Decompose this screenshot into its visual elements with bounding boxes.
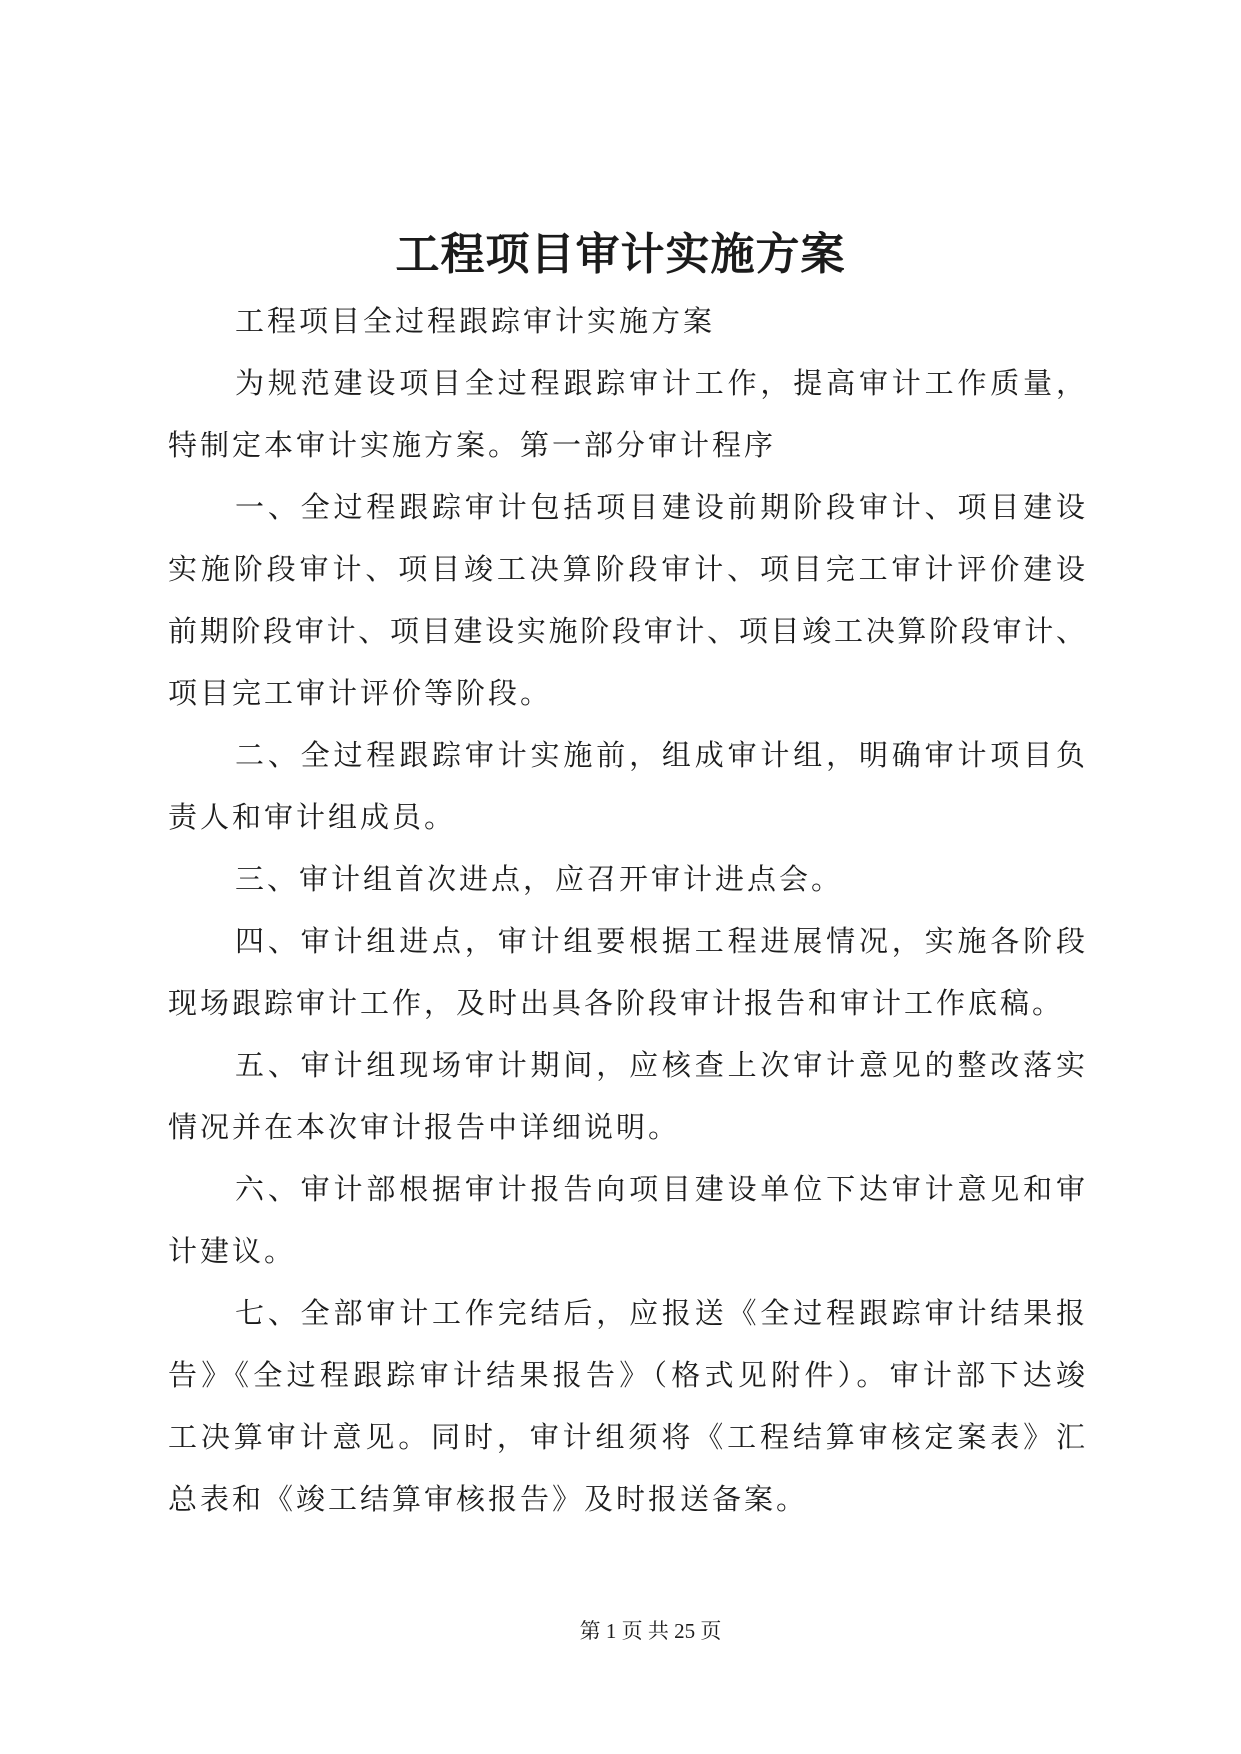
- text-line: 计建议。: [168, 1234, 297, 1268]
- text-line: 四、审计组进点，审计组要根据工程进展情况，实施各阶段: [235, 924, 1085, 958]
- page-number-footer: 第 1 页 共 25 页: [579, 1619, 722, 1643]
- text-line: 告》《全过程跟踪审计结果报告》（格式见附件）。审计部下达竣: [168, 1358, 1085, 1392]
- document-body: [168, 290, 1085, 1530]
- text-line: 五、审计组现场审计期间，应核查上次审计意见的整改落实: [235, 1048, 1085, 1082]
- paragraph-item-7: [168, 1282, 1085, 1530]
- document-title: 工程项目审计实施方案: [395, 229, 846, 280]
- text-line: 情况并在本次审计报告中详细说明。: [168, 1110, 681, 1144]
- paragraph-subtitle: [168, 290, 1085, 352]
- text-line: 总表和《竣工结算审核报告》及时报送备案。: [168, 1482, 809, 1516]
- paragraph-item-6: [168, 1158, 1085, 1282]
- text-line: 特制定本审计实施方案。第一部分审计程序: [168, 428, 777, 462]
- text-line: 项目完工审计评价等阶段。: [168, 676, 553, 710]
- text-line: 工决算审计意见。同时，审计组须将《工程结算审核定案表》汇: [168, 1420, 1085, 1454]
- text-line: 为规范建设项目全过程跟踪审计工作，提高审计工作质量，: [235, 366, 1085, 400]
- text-line: 一、全过程跟踪审计包括项目建设前期阶段审计、项目建设: [235, 490, 1085, 524]
- paragraph-item-5: [168, 1034, 1085, 1158]
- paragraph-purpose: [168, 352, 1085, 476]
- paragraph-item-2: [168, 724, 1085, 848]
- text-line: 二、全过程跟踪审计实施前，组成审计组，明确审计项目负: [235, 738, 1085, 772]
- text-line: 现场跟踪审计工作，及时出具各阶段审计报告和审计工作底稿。: [168, 986, 1065, 1020]
- text-line: 工程项目全过程跟踪审计实施方案: [235, 304, 716, 338]
- text-line: 三、审计组首次进点，应召开审计进点会。: [235, 862, 844, 896]
- text-line: 前期阶段审计、项目建设实施阶段审计、项目竣工决算阶段审计、: [168, 614, 1085, 648]
- paragraph-item-4: [168, 910, 1085, 1034]
- text-line: 责人和审计组成员。: [168, 800, 457, 834]
- text-line: 六、审计部根据审计报告向项目建设单位下达审计意见和审: [235, 1172, 1085, 1206]
- paragraph-item-1: [168, 476, 1085, 724]
- text-line: 七、全部审计工作完结后，应报送《全过程跟踪审计结果报: [235, 1296, 1085, 1330]
- paragraph-item-3: [168, 848, 1085, 910]
- text-line: 实施阶段审计、项目竣工决算阶段审计、项目完工审计评价建设: [168, 552, 1085, 586]
